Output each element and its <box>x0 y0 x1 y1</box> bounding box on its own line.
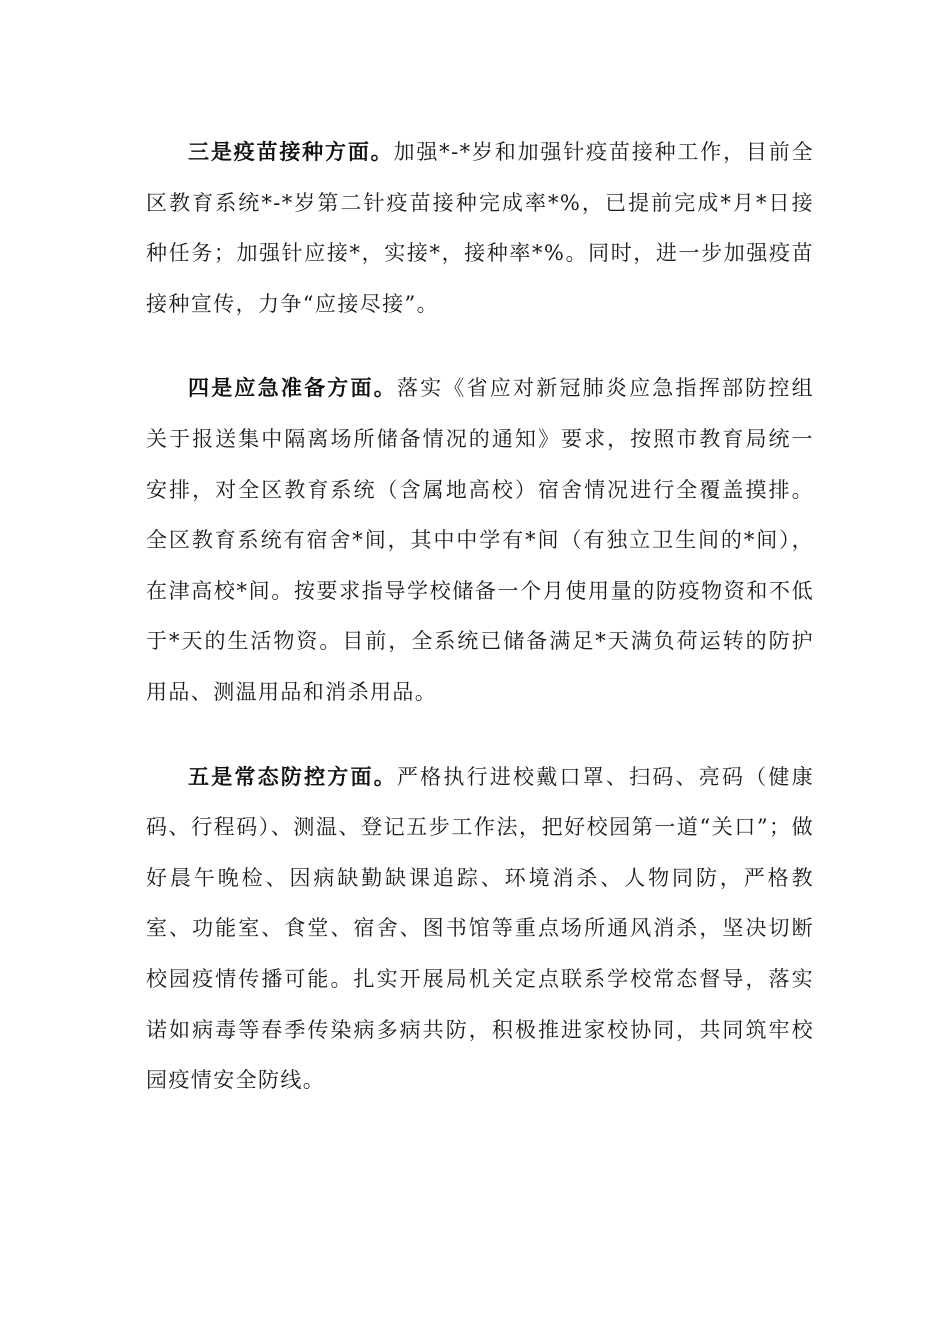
paragraph-text: 落实《省应对新冠肺炎应急指挥部防控组关于报送集中隔离场所储备情况的通知》要求，按照市教育局统一安排，对全区教育系统（含属地高校）宿舍情况进行全覆盖摸排。全区教育系统有宿舍*间，其中中学有*间（有独立卫生间的*间），在津高校*间。按要求指导学校储备一个月使用量的防疫物资和不低于*天的生活物资。目前，全系统已储备满足*天满负荷运转的防护用品、测温用品和消杀用品。 <box>146 376 814 704</box>
paragraph-text: 加强*-*岁和加强针疫苗接种工作，目前全区教育系统*-*岁第二针疫苗接种完成率*%，已提前完成*月*日接种任务；加强针应接*，实接*，接种率*%。同时，进一步加强疫苗接种宣传，力争“应接尽接”。 <box>146 140 814 316</box>
paragraph-text: 严格执行进校戴口罩、扫码、亮码（健康码、行程码）、测温、登记五步工作法，把好校园第一道“关口”；做好晨午晚检、因病缺勤缺课追踪、环境消杀、人物同防，严格教室、功能室、食堂、宿舍、图书馆等重点场所通风消杀，坚决切断校园疫情传播可能。扎实开展局机关定点联系学校常态督导，落实诺如病毒等春季传染病多病共防，积极推进家校协同，共同筑牢校园疫情安全防线。 <box>146 764 814 1093</box>
paragraph-vaccination <box>146 127 814 329</box>
paragraph-heading: 三是疫苗接种方面。 <box>188 140 394 164</box>
paragraph-emergency-preparation <box>146 363 814 717</box>
document-body <box>146 127 814 1140</box>
paragraph-heading: 五是常态防控方面。 <box>188 764 397 789</box>
paragraph-heading: 四是应急准备方面。 <box>188 376 397 401</box>
paragraph-routine-prevention <box>146 752 814 1106</box>
